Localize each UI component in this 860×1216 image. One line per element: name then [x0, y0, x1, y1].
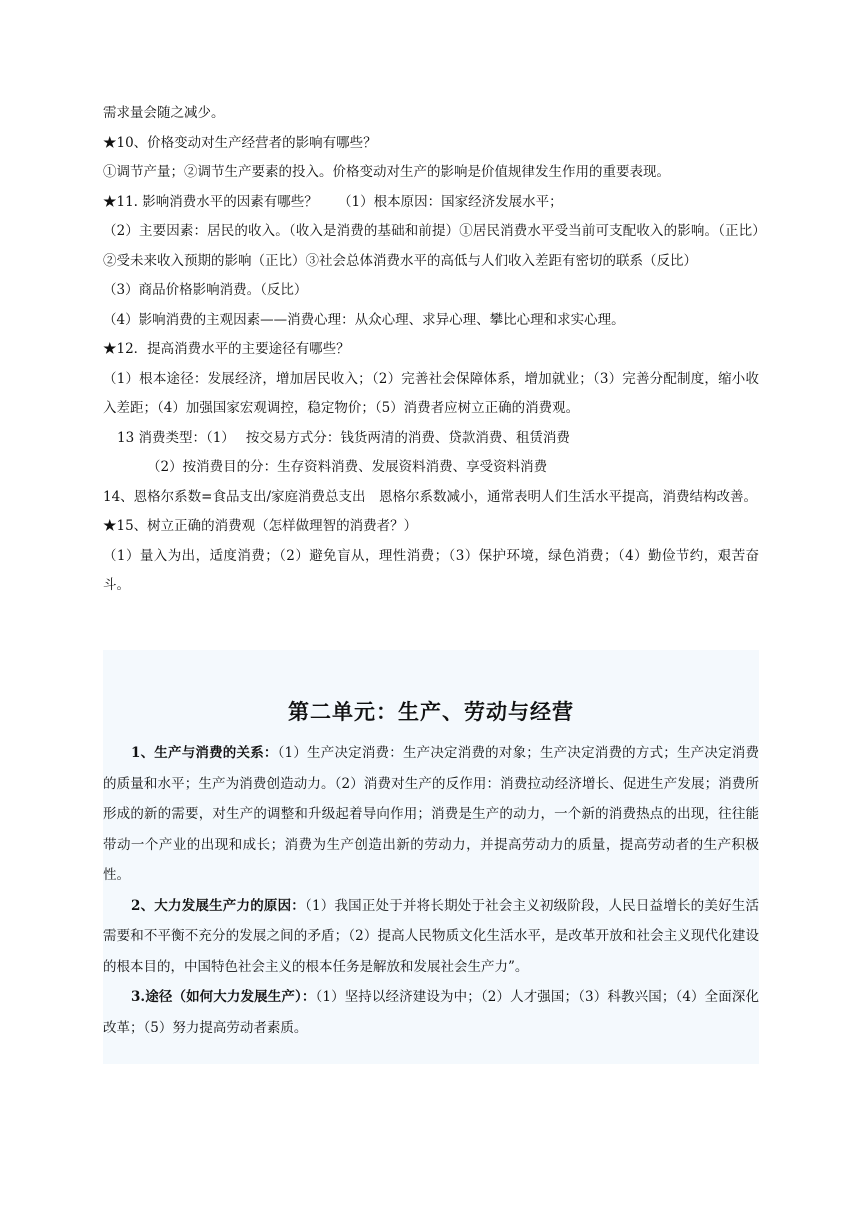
item-paragraph: [103, 891, 759, 983]
text-line: ①调节产量；②调节生产要素的投入。价格变动对生产的影响是价值规律发生作用的重要表现。: [103, 164, 670, 180]
text-line: （2）按消费目的分：生存资料消费、发展资料消费、享受资料消费: [147, 459, 548, 475]
question-heading: ★15、树立正确的消费观（怎样做理智的消费者？）: [103, 518, 418, 534]
text-paragraph: （1）根本途径：发展经济，增加居民收入；（2）完善社会保障体系，增加就业；（3）完善分配制度，缩小收入差距；（4）加强国家宏观调控，稳定物价；（5）消费者应树立正确的消费观。: [103, 370, 759, 416]
item-text: （1）我国正处于并将长期处于社会主义初级阶段，人民日益增长的美好生活需要和不平衡不充分的发展之间的矛盾；（2）提高人民物质文化生活水平，是改革开放和社会主义现代化建设的根本目的，中国特色社会主义的根本任务是解放和发展社会生产力”。: [103, 897, 759, 975]
text-line: （4）影响消费的主观因素——消费心理：从众心理、求异心理、攀比心理和求实心理。: [103, 311, 625, 328]
item-text: （1）生产决定消费：生产决定消费的对象；生产决定消费的方式；生产决定消费的质量和水平；生产为消费创造动力。（2）消费对生产的反作用：消费拉动经济增长、促进生产发展；消费所形成的新的需要，对生产的调整和升级起着导向作用；消费是生产的动力，一个新的消费热点的出现，往往能带动一个产业的出现和成长；消费为生产创造出新的劳动力，并提高劳动力的质量，提高劳动者的生产积极性。: [103, 745, 759, 883]
item-heading: 2、大力发展生产力的原因：: [131, 897, 306, 914]
section-unit-two: [103, 650, 759, 1064]
question-heading: ★12．提高消费水平的主要途径有哪些？: [103, 341, 350, 357]
question-heading: ★10、价格变动对生产经营者的影响有哪些？: [103, 134, 377, 151]
text-paragraph: （1）量入为出，适度消费；（2）避免盲从，理性消费；（3）保护环境，绿色消费；（4）勤俭节约，艰苦奋斗。: [103, 547, 759, 593]
text-line: （3）商品价格影响消费。（反比）: [103, 282, 308, 298]
text-line: 13 消费类型：（1） 按交易方式分：钱货两清的消费、贷款消费、租赁消费: [117, 429, 570, 446]
text-line: 需求量会随之减少。: [103, 105, 225, 121]
item-paragraph: [103, 982, 759, 1043]
section-consumption-notes: [103, 99, 759, 601]
item-heading: 1、生产与消费的关系：: [131, 745, 278, 761]
item-paragraph: [103, 738, 759, 891]
text-paragraph: 14、恩格尔系数=食品支出/家庭消费总支出 恩格尔系数减小，通常表明人们生活水平提高，消费结构改善。: [103, 488, 758, 505]
item-heading: 3.途径（如何大力发展生产）：: [131, 989, 316, 1005]
item-text: （1）坚持以经济建设为中；（2）人才强国；（3）科教兴国；（4）全面深化改革；（5）努力提高劳动者素质。: [103, 989, 759, 1036]
text-paragraph: （2）主要因素：居民的收入。（收入是消费的基础和前提）①居民消费水平受当前可支配收入的影响。（正比）②受未来收入预期的影响（正比）③社会总体消费水平的高低与人们收入差距有密切的联系（反比）: [103, 223, 759, 269]
unit-title: 第二单元：生产、劳动与经营: [288, 699, 574, 724]
unit-body: [103, 738, 759, 1043]
question-heading: ★11. 影响消费水平的因素有哪些？ （1）根本原因：国家经济发展水平；: [103, 193, 563, 210]
